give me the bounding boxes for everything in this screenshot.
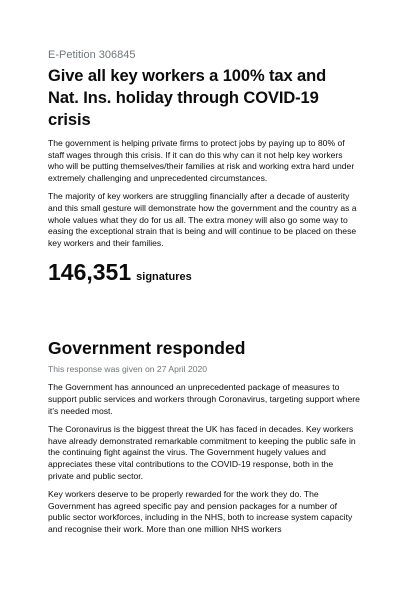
petition-paragraph: The majority of key workers are struggling financially after a decade of austerity and this small gesture will demonstrate how the government and the country as a whole values what they do for us all. The extra money will also go some way to easing the exceptional strain that is being and will continue to be placed on these key workers and their families. (48, 191, 357, 248)
signature-count: 146,351 (48, 259, 132, 286)
petition-title: Give all key workers a 100% tax and Nat. Ins. holiday through COVID-19 crisis (48, 67, 327, 129)
petition-id: E-Petition 306845 (48, 49, 136, 61)
response-paragraph: The Government has announced an unprecedented package of measures to support public services and workers through Coronavirus, targeting support where it’s needed most. (48, 382, 360, 416)
response-paragraph: Key workers deserve to be properly rewarded for the work they do. The Government has agreed specific pay and pension packages for a number of public sector workforces, including in the NHS, both to increase system capacity and recognise their work. More than one million NHS workers (48, 489, 353, 534)
signature-label: signatures (136, 271, 192, 284)
response-paragraph: The Coronavirus is the biggest threat the UK has faced in decades. Key workers have already demonstrated remarkable commitment to keeping the public safe in the continuing fight against the virus. The Government hugely values and appreciates these vital contributions to the COVID-19 response, both in the private and public sector. (48, 424, 356, 481)
response-date: This response was given on 27 April 2020 (48, 364, 208, 375)
petition-paragraph: The government is helping private firms to protect jobs by paying up to 80% of staff wages through this crisis. If it can do this why can it not help key workers who will be putting themselves/their families at risk and working extra hard under extremely challenging and unprecedented circumstances. (48, 138, 355, 183)
government-response-heading: Government responded (48, 338, 246, 359)
signature-summary (48, 259, 360, 285)
